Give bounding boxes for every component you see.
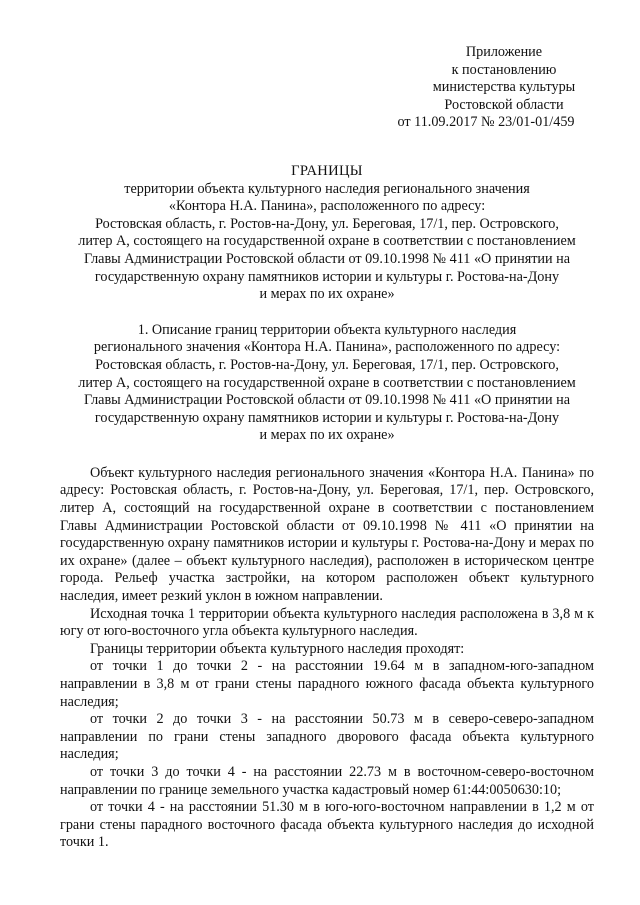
title-line: Ростовская область, г. Ростов-на-Дону, ул. Береговая, 17/1, пер. Островского, — [95, 215, 559, 232]
section-1-heading — [60, 322, 594, 445]
paragraph: Объект культурного наследия регионального значения «Контора Н.А. Панина» по адресу: Ростовская область, г. Ростов-на-Дону, ул. Береговая, 17/1, пер. Островского, литер А, состоящий на государственной охране в соответствии с постановлением Главы Администрации Ростовской области от 09.10.1998 № 411 «О принятии на государственную охрану памятников истории и культуры г. Ростова-на-Дону и мерах по их охране» (далее – объект культурного наследия), расположен в историческом центре города. Рельеф участка застройки, на котором расположен объект культурного наследия, имеет резкий уклон в южном направлении. — [60, 464, 594, 605]
section-line: Главы Администрации Ростовской области от 09.10.1998 № 411 «О принятии на — [83, 392, 571, 409]
document-title — [60, 163, 594, 304]
body-text — [60, 465, 594, 852]
section-line: государственную охрану памятников истории и культуры г. Ростова-на-Дону — [94, 409, 560, 426]
section-line: регионального значения «Контора Н.А. Панина», расположенного по адресу: — [93, 339, 561, 356]
title-heading: ГРАНИЦЫ — [291, 162, 363, 179]
paragraph: от точки 4 - на расстоянии 51.30 м в юго-юго-восточном направлении в 1,2 м от грани стены парадного восточного фасада объекта культурного наследия до исходной точки 1. — [60, 799, 594, 851]
appendix-line: к постановлению — [451, 61, 557, 78]
appendix-line: Приложение — [465, 44, 543, 60]
title-line: литер А, состоящего на государственной охране в соответствии с постановлением — [78, 233, 576, 250]
title-line: государственную охрану памятников истории и культуры г. Ростова-на-Дону — [94, 268, 560, 285]
appendix-line: министерства культуры — [432, 79, 576, 96]
paragraph: Границы территории объекта культурного наследия проходят: — [90, 640, 465, 657]
section-line: 1. Описание границ территории объекта культурного наследия — [137, 321, 517, 338]
paragraph: Исходная точка 1 территории объекта культурного наследия расположена в 3,8 м к югу от юго-восточного угла объекта культурного наследия. — [60, 605, 594, 640]
appendix-block — [397, 44, 602, 132]
title-line: «Контора Н.А. Панина», расположенного по адресу: — [168, 198, 486, 215]
paragraph: от точки 3 до точки 4 - на расстоянии 22.73 м в восточном-северо-восточном направлении по границе земельного участка кадастровый номер 61:44:0050630:10; — [60, 763, 594, 798]
title-line: и мерах по их охране» — [259, 286, 395, 303]
paragraph: от точки 1 до точки 2 - на расстоянии 19.64 м в западном-юго-западном направлении в 3,8 м от грани стены парадного южного фасада объекта культурного наследия; — [60, 658, 594, 710]
appendix-line: Ростовской области — [444, 96, 564, 113]
section-line: Ростовская область, г. Ростов-на-Дону, ул. Береговая, 17/1, пер. Островского, — [95, 356, 559, 373]
appendix-date-line: от 11.09.2017 № 23/01-01/459 — [397, 114, 575, 131]
title-line: территории объекта культурного наследия регионального значения — [124, 180, 530, 197]
section-line: и мерах по их охране» — [259, 427, 395, 444]
title-line: Главы Администрации Ростовской области от 09.10.1998 № 411 «О принятии на — [83, 250, 571, 267]
section-line: литер А, состоящего на государственной охране в соответствии с постановлением — [78, 374, 576, 391]
paragraph: от точки 2 до точки 3 - на расстоянии 50.73 м в северо-северо-западном направлении по грани стены западного дворового фасада объекта культурного наследия; — [60, 711, 594, 763]
